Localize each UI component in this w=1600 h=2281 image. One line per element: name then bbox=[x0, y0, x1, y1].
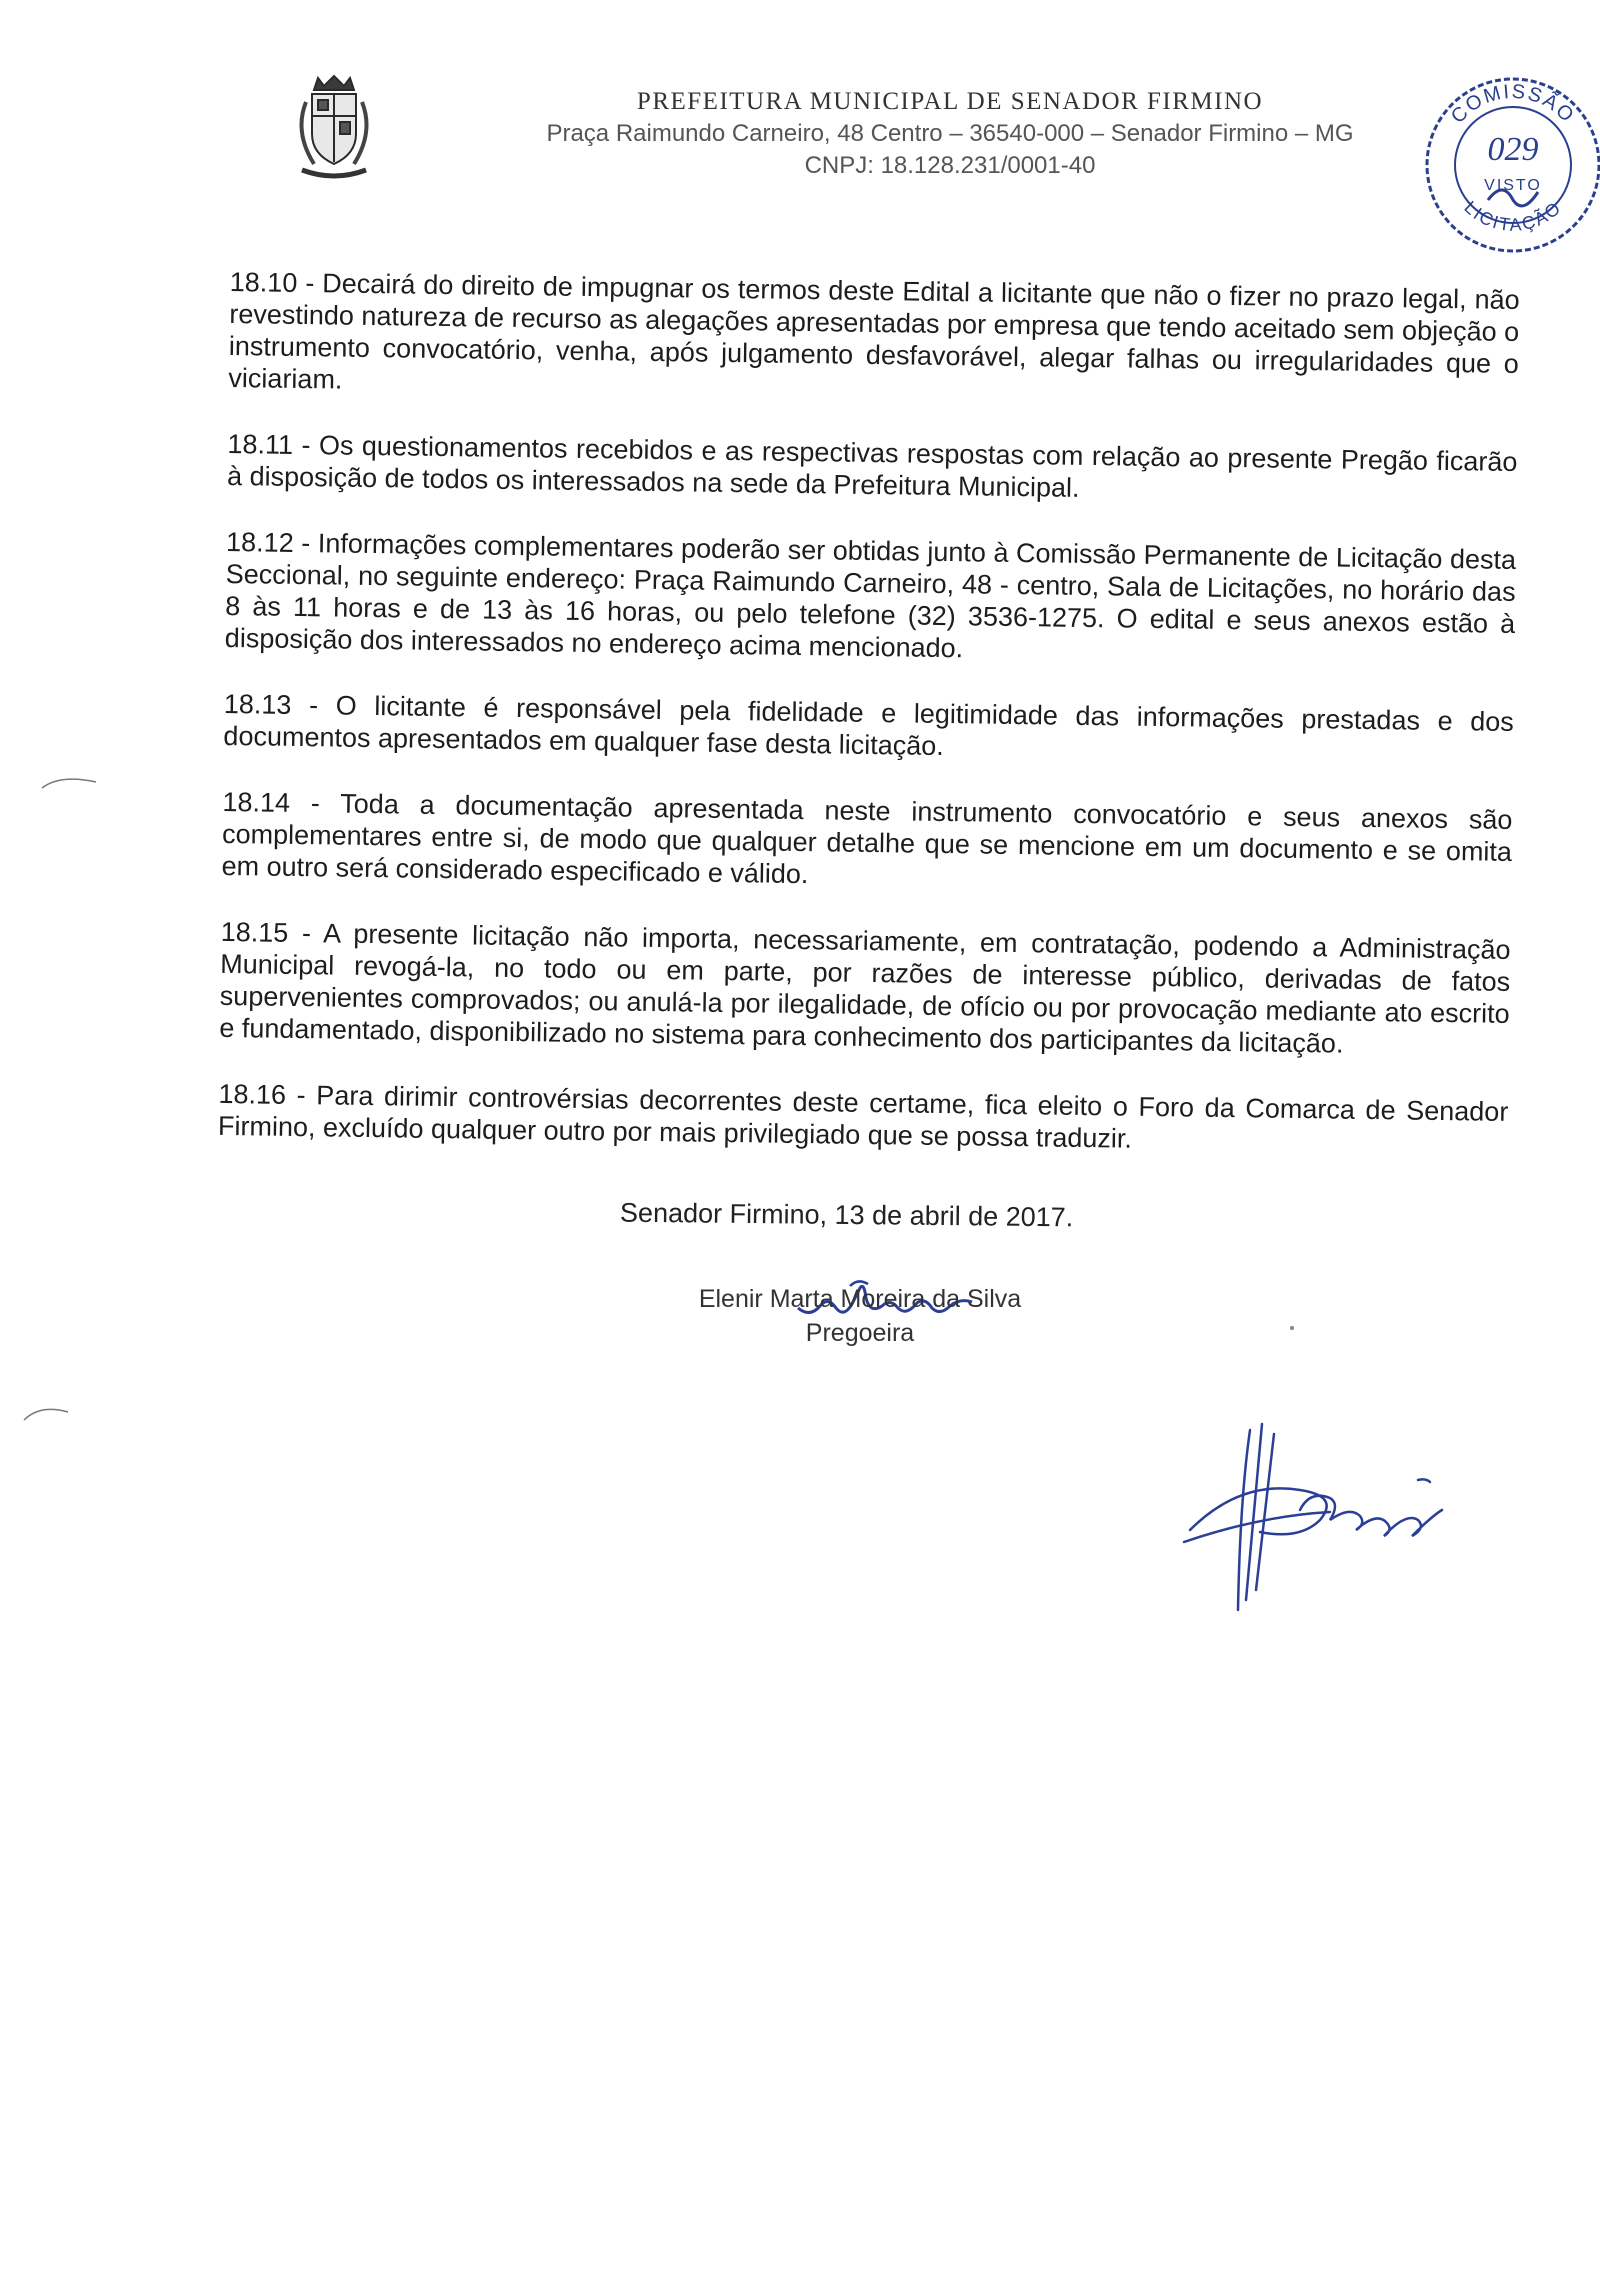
municipal-crest-icon bbox=[284, 72, 384, 184]
signatory-name: Elenir Marta Moreira da Silva bbox=[698, 1285, 1022, 1313]
clause-18-11: 18.11 - Os questionamentos recebidos e as respectivas respostas com relação ao presente Pregão ficarão à disposição de todos os interessados na sede da Prefeitura Municipal. bbox=[226, 428, 1518, 503]
stamp-bottom-text: LICITAÇÃO bbox=[1460, 196, 1566, 236]
clause-18-14: 18.14 - Toda a documentação apresentada neste instrumento convocatório e seus anexos são complementares entre si, de modo que qualquer detalhe que se mencione em um documento e se omita em outro será considerado especificado e válido. bbox=[221, 786, 1513, 890]
svg-text:COMISSÃO bbox=[1447, 81, 1579, 128]
scan-mark bbox=[22, 1400, 72, 1424]
document-body bbox=[217, 266, 1520, 1194]
signatory-role: Pregoeira bbox=[805, 1319, 915, 1347]
signatory-block bbox=[660, 1282, 1060, 1350]
clause-18-13: 18.13 - O licitante é responsável pela fidelidade e legitimidade das informações prestadas e dos documentos apresentados em qualquer fase desta licitação. bbox=[223, 688, 1514, 762]
letterhead-address: Praça Raimundo Carneiro, 48 Centro – 36540-000 – Senador Firmino – MG bbox=[546, 120, 1354, 147]
clause-18-16: 18.16 - Para dirimir controvérsias decorrentes deste certame, fica eleito o Foro da Comarca de Senador Firmino, excluído qualquer outro por mais privilegiado que se possa traduzir. bbox=[217, 1078, 1509, 1154]
rubric-signature-icon bbox=[1180, 1420, 1450, 1620]
place-date: Senador Firmino, 13 de abril de 2017. bbox=[619, 1197, 1074, 1233]
stamp-top-text: COMISSÃO bbox=[1446, 80, 1580, 128]
clause-18-10: 18.10 - Decairá do direito de impugnar os termos deste Edital a licitante que não o fizer no prazo legal, não revestindo natureza de recurso as alegações apresentadas por empresa que tendo aceitado sem objeção o instrumento convocatório, venha, após julgamento desfavorável, alegar falhas ou irregularidades que o viciariam. bbox=[228, 266, 1520, 395]
scan-mark bbox=[40, 772, 100, 792]
svg-text:LICITAÇÃO bbox=[1460, 197, 1565, 235]
commission-stamp bbox=[1418, 70, 1600, 260]
letterhead-cnpj: CNPJ: 18.128.231/0001-40 bbox=[804, 152, 1096, 179]
letterhead bbox=[470, 88, 1430, 182]
letterhead-title: PREFEITURA MUNICIPAL DE SENADOR FIRMINO bbox=[636, 88, 1264, 115]
stamp-middle-text: VISTO bbox=[1484, 177, 1542, 194]
scan-dot bbox=[1290, 1326, 1294, 1330]
clause-18-12: 18.12 - Informações complementares poderão ser obtidas junto à Comissão Permanente de Licitação desta Seccional, no seguinte endereço: Praça Raimundo Carneiro, 48 - centro, Sala de Licitações, no horário das 8 às 11 horas e de 13 às 16 horas, ou pelo telefone (32) 3536-1275. O edital e seus anexos estão à disposição dos interessados no endereço acima mencionado. bbox=[224, 526, 1517, 664]
stamp-number: 029 bbox=[1487, 131, 1539, 168]
clause-18-15: 18.15 - A presente licitação não importa, necessariamente, em contratação, podendo a Administração Municipal revogá-la, no todo ou em parte, por razões de interesse público, derivadas de fatos supervenientes comprovados; ou anulá-la por ilegalidade, de ofício ou por provocação mediante ato escrito e fundamentado, disponibilizado no sistema para conhecimento dos participantes da licitação. bbox=[219, 916, 1511, 1059]
